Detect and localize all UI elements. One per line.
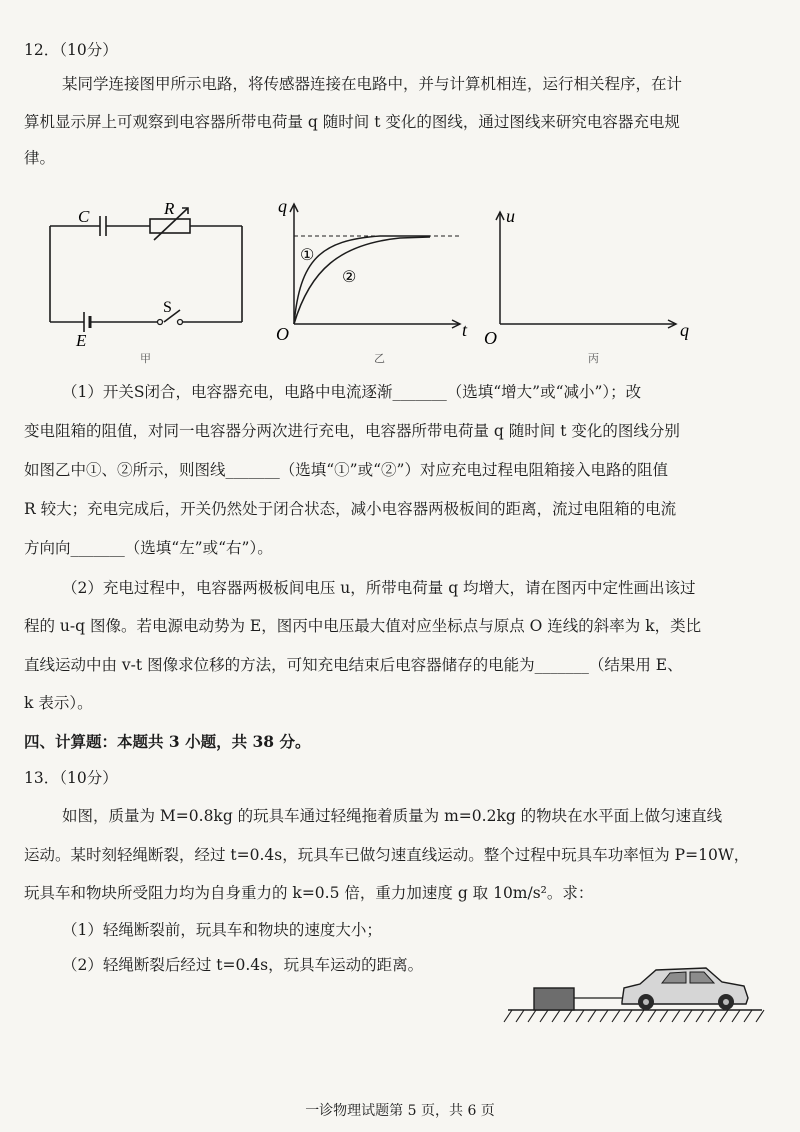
q13-question-1: （1）轻绳断裂前，玩具车和物块的速度大小； bbox=[62, 921, 382, 939]
q12-part1-line-2: 变电阻箱的阻值，对同一电容器分两次进行充电，电容器所带电荷量 q 随时间 t 变化的图线分别 bbox=[24, 422, 680, 440]
toy-car bbox=[622, 968, 748, 1010]
u-q-graph-bing bbox=[482, 190, 702, 370]
circuit-diagram-jia bbox=[40, 190, 260, 370]
q12-intro-line-3: 律。 bbox=[24, 149, 56, 167]
curve-label-1: ① bbox=[300, 245, 315, 264]
label-C: C bbox=[78, 207, 90, 226]
label-E: E bbox=[76, 331, 87, 350]
q12-part1-line-1: （1）开关S闭合，电容器充电，电路中电流逐渐_______（选填“增大”或“减小”）；改 bbox=[62, 383, 642, 401]
label-R: R bbox=[164, 199, 175, 218]
section-4-heading: 四、计算题：本题共 3 小题，共 38 分。 bbox=[24, 732, 311, 751]
axis-label-t: t bbox=[462, 320, 468, 340]
origin-label-bing: O bbox=[484, 328, 497, 348]
label-S: S bbox=[163, 299, 172, 316]
q13-intro-line-1: 如图，质量为 M=0.8kg 的玩具车通过轻绳拖着质量为 m=0.2kg 的物块在水平面上做匀速直线 bbox=[62, 807, 723, 825]
q13-header: 13．（10分） bbox=[24, 769, 118, 787]
q13-intro-line-2: 运动。某时刻轻绳断裂，经过 t=0.4s，玩具车已做匀速直线运动。整个过程中玩具车功率恒为 P=10W， bbox=[24, 846, 750, 864]
q-t-graph-yi bbox=[270, 190, 480, 370]
curve-label-2: ② bbox=[342, 267, 357, 286]
q12-intro-line-2: 算机显示屏上可观察到电容器所带电荷量 q 随时间 t 变化的图线，通过图线来研究电容器充电规 bbox=[24, 113, 680, 131]
q13-intro-line-3: 玩具车和物块所受阻力均为自身重力的 k=0.5 倍，重力加速度 g 取 10m/s²。求： bbox=[24, 884, 594, 902]
toy-car-figure bbox=[500, 958, 770, 1030]
caption-yi: 乙 bbox=[374, 352, 385, 365]
caption-bing: 丙 bbox=[588, 352, 599, 365]
q12-intro-line-1: 某同学连接图甲所示电路，将传感器连接在电路中，并与计算机相连，运行相关程序，在计 bbox=[62, 75, 683, 93]
origin-label: O bbox=[276, 324, 289, 344]
q12-part1-line-3: 如图乙中①、②所示，则图线_______（选填“①”或“②”）对应充电过程电阻箱接入电路的阻值 bbox=[24, 461, 668, 479]
q12-part2-line-3: 直线运动中由 v-t 图像求位移的方法，可知充电结束后电容器储存的电能为_______（结果用 E、 bbox=[24, 656, 683, 674]
q12-part2-line-4: k 表示）。 bbox=[24, 694, 93, 712]
axis-label-q-bing: q bbox=[680, 320, 689, 340]
axis-label-u: u bbox=[506, 206, 515, 226]
q12-header: 12．（10分） bbox=[24, 41, 118, 59]
caption-jia: 甲 bbox=[140, 352, 151, 365]
q12-part2-line-2: 程的 u-q 图像。若电源电动势为 E，图丙中电压最大值对应坐标点与原点 O 连线的斜率为 k，类比 bbox=[24, 617, 702, 635]
axis-label-q: q bbox=[278, 196, 287, 216]
q13-question-2: （2）轻绳断裂后经过 t=0.4s，玩具车运动的距离。 bbox=[62, 956, 424, 974]
q12-part1-line-4: R 较大；充电完成后，开关仍然处于闭合状态，减小电容器两极板间的距离，流过电阻箱的电流 bbox=[24, 500, 677, 518]
block bbox=[534, 988, 574, 1010]
q12-part2-line-1: （2）充电过程中，电容器两极板间电压 u，所带电荷量 q 均增大，请在图丙中定性画出该过 bbox=[62, 579, 696, 597]
page-footer: 一诊物理试题第 5 页，共 6 页 bbox=[305, 1103, 495, 1119]
q12-part1-line-5: 方向向_______（选填“左”或“右”）。 bbox=[24, 539, 273, 557]
